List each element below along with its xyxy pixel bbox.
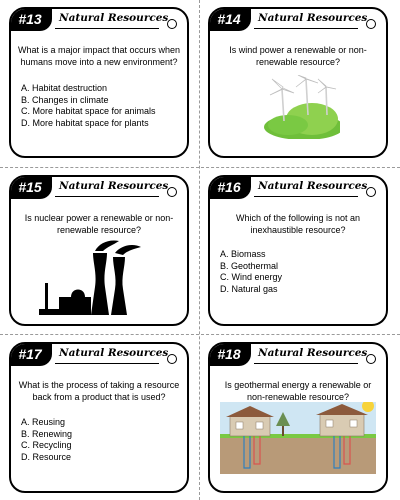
topic-underline (55, 28, 159, 29)
vertical-cut-line (199, 0, 200, 500)
answer-options (21, 83, 156, 129)
card-number-badge: #17 (9, 342, 52, 366)
answer-option: C. Wind energy (220, 272, 283, 282)
punch-hole-icon (366, 19, 376, 29)
horizontal-cut-line (0, 334, 400, 335)
topic-underline (254, 363, 358, 364)
answer-option: C. More habitat space for animals (21, 106, 156, 116)
card-topic: Natural Resources (59, 347, 169, 359)
card-question: Is nuclear power a renewable or non-renewable resource? (24, 213, 174, 235)
answer-option: D. Resource (21, 451, 72, 462)
card-question: Is wind power a renewable or non-renewable resource? (229, 45, 367, 67)
card-number-badge: #13 (9, 7, 52, 31)
task-card (9, 175, 189, 326)
punch-hole-icon (366, 187, 376, 197)
answer-option: D. More habitat space for plants (21, 117, 149, 128)
punch-hole-icon (366, 354, 376, 364)
nuclear-plant-silhouette-icon (37, 237, 147, 317)
answer-option: C. Recycling (21, 440, 72, 450)
answer-option: B. Renewing (21, 428, 73, 439)
punch-hole-icon (167, 187, 177, 197)
topic-underline (55, 196, 159, 197)
answer-option: A. Reusing (21, 417, 66, 427)
card-question: Is geothermal energy a renewable or non-renewable resource? (224, 380, 372, 402)
topic-underline (254, 28, 358, 29)
horizontal-cut-line (0, 167, 400, 168)
answer-option: B. Geothermal (220, 260, 279, 271)
punch-hole-icon (167, 354, 177, 364)
card-number-badge: #16 (208, 175, 251, 199)
answer-option: D. Natural gas (220, 283, 278, 294)
task-card (208, 175, 388, 326)
answer-option: A. Biomass (220, 249, 266, 259)
topic-underline (55, 363, 159, 364)
answer-option: A. Habitat destruction (21, 83, 108, 93)
task-card (208, 342, 388, 493)
card-topic: Natural Resources (258, 180, 368, 192)
card-topic: Natural Resources (258, 347, 368, 359)
card-number-badge: #15 (9, 175, 52, 199)
card-number-badge: #18 (208, 342, 251, 366)
punch-hole-icon (167, 19, 177, 29)
answer-options (220, 249, 282, 295)
answer-options (21, 417, 72, 463)
wind-turbines-on-hill-icon (260, 75, 340, 139)
geothermal-house-diagram-icon (220, 402, 376, 474)
card-topic: Natural Resources (258, 12, 368, 24)
card-number-badge: #14 (208, 7, 251, 31)
task-card (9, 7, 189, 158)
card-topic: Natural Resources (59, 180, 169, 192)
topic-underline (254, 196, 358, 197)
card-question: Which of the following is not an inexhaustible resource? (235, 213, 361, 235)
card-question: What is a major impact that occurs when humans move into a new environment? (17, 45, 181, 67)
answer-option: B. Changes in climate (21, 94, 109, 105)
card-topic: Natural Resources (59, 12, 169, 24)
card-question: What is the process of taking a resource back from a product that is used? (18, 380, 180, 402)
task-card (9, 342, 189, 493)
task-card (208, 7, 388, 158)
